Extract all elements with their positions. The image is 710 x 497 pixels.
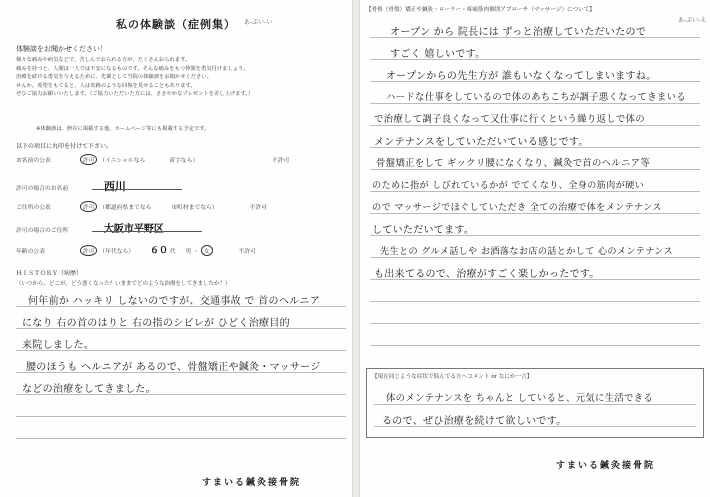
ruled-line: [370, 345, 700, 346]
comment-text-line: していただいてます。: [372, 225, 475, 236]
name-field-value[interactable]: 西川: [103, 180, 126, 193]
option-note: （イニシャルなら: [99, 158, 146, 164]
option-allow-circled[interactable]: 許可: [80, 245, 98, 256]
address-underline: [92, 231, 202, 232]
option-deny[interactable]: 不許可: [238, 249, 256, 255]
name-value-row: [16, 178, 126, 194]
ruled-line: [374, 404, 696, 405]
intro-heading: 体験談をお聞かせください！: [16, 45, 107, 53]
comment-text-line: すごく 嬉しいです。: [390, 49, 486, 60]
option-allow-circled[interactable]: 許可: [80, 154, 98, 165]
age-public-row: 年齢の公表 許可 （年代なら） ６０ 代 男 ・ 女 不許可: [16, 243, 256, 256]
header-handwritten-note: あ-ぷい-え: [678, 17, 707, 24]
history-text-line: 何年前か ハッキリ しないのですが、交通事故 で 首のヘルニア: [28, 296, 321, 307]
message-text-line: 体のメンテナンスを ちゃんと していると、元気に生活できる: [386, 393, 654, 404]
address-public-row: [16, 201, 267, 212]
row-label: 許可の場合のご住所: [16, 228, 69, 234]
fill-instructions: 以下の項目に丸印を付けて下さい。: [16, 143, 113, 150]
ruled-line: [370, 301, 700, 302]
intro-line: 様々な痛みや病気などで、苦しんでおられる方が、たくさんおられます。: [16, 57, 191, 63]
option-note: （年代なら）: [99, 249, 135, 255]
row-label: 許可の場合のお名前: [16, 186, 69, 192]
intro-line: ぜひご協力お願いいたします。（ご協力いただいた方には、ささやかなプレゼントを差し上げます。）: [16, 91, 254, 97]
intro-line: せんか。希望をもてると、人は奇跡のような回復を見せることもあります。: [16, 82, 196, 89]
option-deny[interactable]: 不許可: [249, 205, 267, 211]
history-question: （いつから、どこが、どう悪くなった？いままでどのような治療をしてきましたか？）: [16, 281, 231, 287]
option-note: （都道府県までなら: [99, 205, 152, 211]
ruled-line: [370, 257, 700, 258]
ruled-line: [370, 169, 700, 170]
title-handwritten-note: あ-ぷい-い: [244, 19, 273, 26]
clinic-footer: すまいる鍼灸接骨院: [556, 461, 656, 471]
ruled-line: [370, 323, 700, 324]
intro-line: 治療を続ける勇気を与えるために、先輩として当院の体験談をお聞かせください。: [16, 74, 212, 80]
history-heading: ＨＩＳＴＯＲＹ（病歴）: [16, 270, 83, 277]
comment-text-line: オープンからの先生方が 誰もいなくなってしまいますね。: [386, 71, 657, 82]
comment-text-line: で治療して調子良くなって又仕事に行くという繰り返しで体の: [374, 114, 645, 125]
history-text-line: 来院しました。: [22, 340, 95, 351]
age-value[interactable]: ６０: [149, 246, 168, 256]
row-label: 年齢の公表: [16, 249, 45, 255]
ruled-line: [16, 438, 346, 439]
intro-line: 痛みを持つと、人間は一人では不安になるものです。そんな痛みをもつ仲間を勇気付けましょう。: [16, 65, 249, 72]
left-page: [0, 0, 352, 497]
message-box-heading: 【現在同じような症状で悩んでる方へコメント or なにか一言】: [372, 374, 533, 380]
page-gutter: [352, 0, 360, 497]
address-field-value[interactable]: 大阪市平野区: [103, 224, 164, 235]
option-deny[interactable]: 不許可: [272, 158, 290, 164]
right-page: [360, 0, 710, 497]
comment-text-line: ので マッサージでほぐしていただき 全ての治療で体をメンテナンス: [372, 202, 662, 213]
comment-text-line: 骨盤矯正をして ギックリ腰になくなり、鍼灸で首のヘルニア等: [376, 158, 650, 169]
option-city[interactable]: 市町村までなら）: [171, 205, 218, 211]
history-text-line: になり 右の首のはりと 右の指のシビレが ひどく治療目的: [22, 318, 290, 329]
comment-text-line: メンテナンスをしていただいている感じです。: [374, 137, 589, 148]
gender-female-circled[interactable]: 女: [201, 245, 213, 256]
section-heading: 【骨格（骨盤）矯正や鍼灸・ローラー・疼痛筋肉個別アプローチ（マッサージ）について】: [366, 7, 595, 13]
history-text-line: 腰のほうも ヘルニアが あるので、骨盤矯正や鍼灸・マッサージ: [26, 362, 321, 373]
age-unit: 代: [169, 249, 176, 255]
ruled-line: [370, 191, 700, 192]
row-label: ご住所の公表: [16, 205, 51, 211]
address-value-row: [16, 220, 164, 235]
option-allow-circled[interactable]: 許可: [80, 201, 98, 212]
row-label: お名前の公表: [16, 158, 51, 164]
message-text-line: るので、ぜひ治療を続けて欲しいです。: [382, 416, 567, 427]
comment-text-line: オープン から 院長には ずっと治療していただいたので: [390, 27, 647, 38]
gender-male[interactable]: 男: [185, 249, 192, 255]
name-public-row: [16, 154, 289, 165]
name-underline: [92, 189, 182, 190]
comment-text-line: も出来てるので、治療がすごく楽しかったです。: [374, 269, 600, 280]
history-text-line: などの治療をしてきました。: [22, 384, 156, 395]
intro-paragraph: [16, 56, 346, 99]
intro-subnote: ※体験談は、修在に掲載する他、ホームページ等にも掲載する予定です。: [36, 126, 210, 132]
ruled-line: [370, 125, 700, 126]
ruled-line: [370, 213, 700, 214]
comment-text-line: 先生との グルメ話しや お酒落なお店の話とかして 心のメンテナンス: [380, 246, 673, 257]
comment-text-line: のために指が しびれているかが でてくなり、全身の筋肉が硬い: [372, 180, 645, 191]
clinic-footer: すまいる鍼灸接骨院: [202, 478, 302, 488]
comment-text-line: ハードな仕事をしているので体のあちこちが調子悪くなってきまいる: [386, 92, 686, 103]
ruled-line: [370, 103, 700, 104]
ruled-line: [16, 416, 346, 417]
page-title: 私の体験談（症例集）: [116, 18, 236, 31]
option-surname[interactable]: 苗字なら）: [169, 158, 199, 164]
